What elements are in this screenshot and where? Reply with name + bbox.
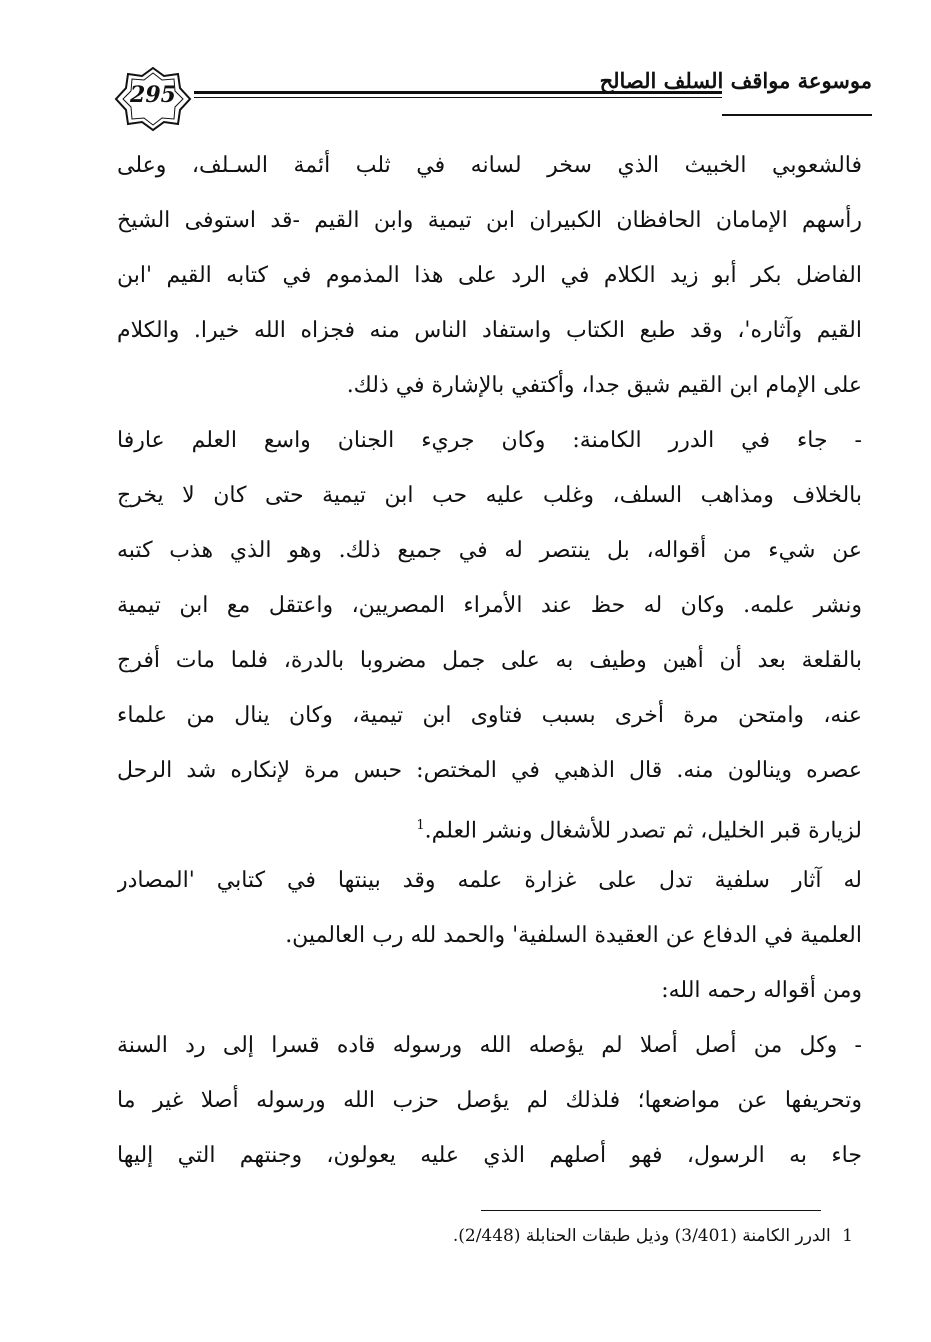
text-line: له آثار سلفية تدل على غزارة علمه وقد بينتها في كتابي 'المصادر bbox=[117, 868, 862, 893]
text-line: عن شيء من أقواله، بل ينتصر له في جميع ذلك. وهو الذي هذب كتبه bbox=[117, 538, 862, 563]
text-line: وتحريفها عن مواضعها؛ فلذلك لم يؤصل حزب الله ورسوله أصلا غير ما bbox=[117, 1088, 862, 1113]
footnote-number: 1 bbox=[842, 1226, 853, 1246]
series-title: موسوعة مواقف السلف الصالح bbox=[599, 68, 872, 93]
footnote-reference: 1 bbox=[416, 818, 425, 833]
footnote bbox=[108, 1226, 853, 1246]
page-number-badge bbox=[114, 66, 192, 132]
text-line: رأسهم الإمامان الحافظان الكبيران ابن تيمية وابن القيم -قد استوفى الشيخ bbox=[117, 208, 862, 233]
footnote-separator bbox=[481, 1210, 821, 1211]
series-title-underline bbox=[722, 114, 872, 116]
page-number: 295 bbox=[130, 82, 176, 108]
text-line: القيم وآثاره'، وقد طبع الكتاب واستفاد الناس منه فجزاه الله خيرا. والكلام bbox=[117, 318, 862, 343]
text-line: - وكل من أصل أصلا لم يؤصله الله ورسوله قاده قسرا إلى رد السنة bbox=[117, 1033, 862, 1058]
text-line: ومن أقواله رحمه الله: bbox=[661, 978, 862, 1003]
page-header bbox=[112, 58, 872, 138]
text-line: - جاء في الدرر الكامنة: وكان جريء الجنان واسع العلم عارفا bbox=[117, 428, 862, 453]
main-text bbox=[117, 138, 862, 1183]
text-line: عصره وينالون منه. قال الذهبي في المختص: حبس مرة لإنكاره شد الرحل bbox=[117, 758, 862, 783]
text-line: لزيارة قبر الخليل، ثم تصدر للأشغال ونشر العلم. bbox=[424, 818, 862, 844]
text-line: فالشعوبي الخبيث الذي سخر لسانه في ثلب أئمة السـلف، وعلى bbox=[117, 153, 862, 178]
footnote-text: الدرر الكامنة (3/401) وذيل طبقات الحنابلة (2/448). bbox=[452, 1226, 831, 1246]
text-line: ونشر علمه. وكان له حظ عند الأمراء المصريين، واعتقل مع ابن تيمية bbox=[117, 593, 862, 618]
text-line-with-footnote bbox=[117, 798, 862, 853]
text-line: عنه، وامتحن مرة أخرى بسبب فتاوى ابن تيمية، وكان ينال من علماء bbox=[117, 703, 862, 728]
text-line: العلمية في الدفاع عن العقيدة السلفية' والحمد لله رب العالمين. bbox=[285, 923, 862, 948]
text-line: جاء به الرسول، فهو أصلهم الذي عليه يعولون، وجنتهم التي إليها bbox=[117, 1143, 862, 1168]
text-line: بالخلاف ومذاهب السلف، وغلب عليه حب ابن تيمية حتى كان لا يخرج bbox=[117, 483, 862, 508]
text-line: على الإمام ابن القيم شيق جدا، وأكتفي بالإشارة في ذلك. bbox=[346, 373, 862, 398]
text-line: الفاضل بكر أبو زيد الكلام في الرد على هذا المذموم في كتابه القيم 'ابن bbox=[117, 263, 862, 288]
text-line: بالقلعة بعد أن أهين وطيف به على جمل مضروبا بالدرة، فلما مات أفرج bbox=[117, 648, 862, 673]
